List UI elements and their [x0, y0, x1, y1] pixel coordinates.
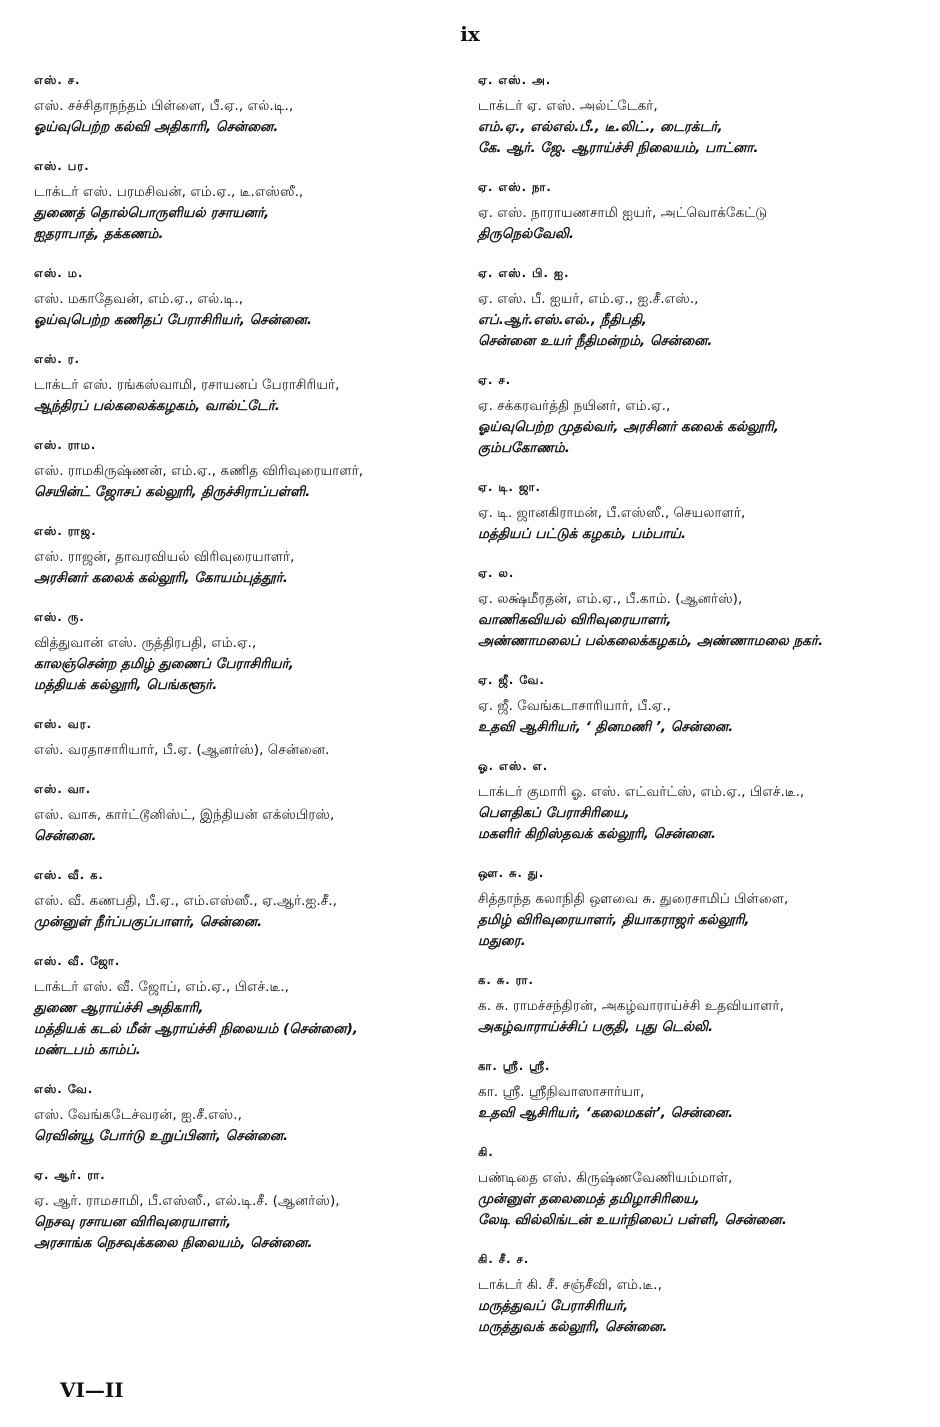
contributor-abbreviation: எஸ். வர. — [34, 717, 93, 731]
contributor-detail-line: மதுரை. — [478, 933, 526, 949]
contributor-detail-line: திருநெல்வேலி. — [478, 226, 574, 242]
contributor-entry — [34, 1081, 474, 1147]
contributor-detail-line: அண்ணாமலைப் பல்கலைக்கழகம், அண்ணாமலை நகர். — [478, 633, 824, 649]
contributor-detail-line: ஆந்திரப் பல்கலைக்கழகம், வால்ட்டேர். — [34, 398, 280, 414]
contributor-entry — [478, 972, 918, 1038]
contributor-abbreviation: ஓ. எஸ். எ. — [478, 759, 549, 773]
contributor-abbreviation: ஏ. ல. — [478, 566, 515, 580]
contributor-detail-line: உதவி ஆசிரியர், ‘ தினமணி ’, சென்னை. — [478, 719, 734, 735]
page-number: ix — [460, 22, 480, 46]
contributor-name-line: டாக்டர் கி. சீ. சஞ்சீவி, எம்.டீ., — [478, 1277, 662, 1293]
contributor-detail-line: துணை ஆராய்ச்சி அதிகாரி, — [34, 1000, 204, 1016]
contributor-detail-line: மத்தியக் கல்லூரி, பெங்களூர். — [34, 677, 218, 693]
contributor-abbreviation: எஸ். ர. — [34, 352, 81, 366]
contributor-detail-line: ஓய்வுபெற்ற கல்வி அதிகாரி, சென்னை. — [34, 119, 279, 135]
contributor-detail-line: மருத்துவக் கல்லூரி, சென்னை. — [478, 1319, 668, 1335]
contributor-detail-line: உதவி ஆசிரியர், ‘கலைமகள்’, சென்னை. — [478, 1105, 734, 1121]
contributor-detail-line: ஐதராபாத், தக்கணம். — [34, 226, 164, 242]
contributor-name-line: பண்டிதை எஸ். கிருஷ்ணவேணியம்மாள், — [478, 1170, 733, 1186]
contributor-entry — [34, 953, 474, 1061]
contributor-entry — [34, 437, 474, 503]
contributor-detail-line: கும்பகோணம். — [478, 440, 570, 456]
contributor-name-line: கா. ஸ்ரீ. ஸ்ரீநிவாஸாசார்யா, — [478, 1084, 645, 1100]
contributor-name-line: எஸ். வரதாசாரியார், பீ.ஏ. (ஆனர்ஸ்), சென்னை. — [34, 742, 330, 758]
contributor-entry — [34, 72, 474, 138]
contributor-abbreviation: கி. — [478, 1145, 494, 1159]
contributor-name-line: எஸ். வீ. கணபதி, பீ.ஏ., எம்.எஸ்ஸீ., ஏ.ஆர்.ஐ.சீ., — [34, 893, 337, 909]
contributor-entry — [34, 716, 474, 761]
contributor-name-line: ஏ. எஸ். நாராயணசாமி ஐயர், அட்வொக்கேட்டு — [478, 205, 768, 221]
contributor-abbreviation: ஏ. ஜீ. வே. — [478, 673, 545, 687]
contributor-abbreviation: எஸ். ச. — [34, 73, 81, 87]
contributor-detail-line: லேடி வில்லிங்டன் உயர்நிலைப் பள்ளி, சென்னை. — [478, 1212, 787, 1228]
contributor-detail-line: நெசவு ரசாயன விரிவுரையாளர், — [34, 1214, 232, 1230]
contributor-entry — [34, 1167, 474, 1254]
contributor-abbreviation: எஸ். ராம. — [34, 438, 97, 452]
contributor-name-line: எஸ். ராஜன், தாவரவியல் விரிவுரையாளர், — [34, 549, 295, 565]
contributor-name-line: டாக்டர் ஏ. எஸ். அல்ட்டேகர், — [478, 98, 658, 114]
contributor-abbreviation: கா. ஸ்ரீ. ஸ்ரீ. — [478, 1059, 551, 1073]
contributor-detail-line: பௌதிகப் பேராசிரியை, — [478, 805, 630, 821]
contributor-name-line: ஏ. எஸ். பீ. ஐயர், எம்.ஏ., ஐ.சீ.எஸ்., — [478, 291, 699, 307]
contributor-entry — [34, 351, 474, 417]
contributors-left-column — [34, 72, 474, 1274]
contributor-entry — [478, 565, 918, 652]
contributor-entry — [478, 179, 918, 245]
contributor-abbreviation: ஏ. எஸ். பி. ஐ. — [478, 266, 570, 280]
contributor-abbreviation: எஸ். பர. — [34, 159, 90, 173]
contributor-abbreviation: எஸ். வீ. க. — [34, 868, 104, 882]
contributor-detail-line: ஓய்வுபெற்ற கணிதப் பேராசிரியர், சென்னை. — [34, 312, 313, 328]
contributor-detail-line: மருத்துவப் பேராசிரியர், — [478, 1298, 629, 1314]
contributor-detail-line: மத்தியக் கடல் மீன் ஆராய்ச்சி நிலையம் (சென்னை), — [34, 1021, 358, 1037]
contributor-name-line: எஸ். சச்சிதாநந்தம் பிள்ளை, பீ.ஏ., எல்.டி., — [34, 98, 294, 114]
contributor-detail-line: எம்.ஏ., எல்எல்.பீ., டீ.லிட்., டைரக்டர், — [478, 119, 723, 135]
contributor-name-line: எஸ். ராமகிருஷ்ணன், எம்.ஏ., கணித விரிவுரையாளர், — [34, 463, 364, 479]
contributor-entry — [478, 479, 918, 545]
contributor-entry — [478, 865, 918, 952]
contributor-abbreviation: எஸ். வா. — [34, 782, 92, 796]
contributor-detail-line: அகழ்வாராய்ச்சிப் பகுதி, புது டெல்லி. — [478, 1019, 714, 1035]
contributor-name-line: எஸ். வேங்கடேச்வரன், ஐ.சீ.எஸ்., — [34, 1107, 242, 1123]
contributor-entry — [34, 158, 474, 245]
contributor-detail-line: தமிழ் விரிவுரையாளர், தியாகராஜர் கல்லூரி, — [478, 912, 750, 928]
contributor-detail-line: முன்னுள் நீர்ப்பகுப்பாளர், சென்னை. — [34, 914, 263, 930]
contributor-entry — [478, 72, 918, 159]
contributor-name-line: டாக்டர் எஸ். வீ. ஜோப், எம்.ஏ., பிஎச்.டீ., — [34, 979, 289, 995]
contributor-entry — [478, 372, 918, 459]
signature-mark: VI—II — [60, 1378, 124, 1402]
contributor-abbreviation: ஏ. டி. ஜா. — [478, 480, 541, 494]
contributor-detail-line: முன்னுள் தலைமைத் தமிழாசிரியை, — [478, 1191, 700, 1207]
contributor-entry — [34, 265, 474, 331]
contributor-entry — [34, 867, 474, 933]
contributor-detail-line: ஓய்வுபெற்ற முதல்வர், அரசினர் கலைக் கல்லூரி, — [478, 419, 779, 435]
contributor-abbreviation: எஸ். ம. — [34, 266, 84, 280]
contributor-entry — [34, 523, 474, 589]
contributor-detail-line: சென்னை உயர் நீதிமன்றம், சென்னை. — [478, 333, 713, 349]
contributor-name-line: எஸ். வாசு, கார்ட்டூனிஸ்ட், இந்தியன் எக்ஸ்பிரஸ், — [34, 807, 335, 823]
contributor-name-line: வித்துவான் எஸ். ருத்திரபதி, எம்.ஏ., — [34, 635, 257, 651]
contributor-entry — [478, 758, 918, 845]
contributor-abbreviation: ஏ. எஸ். நா. — [478, 180, 552, 194]
contributor-abbreviation: எஸ். ராஜ. — [34, 524, 97, 538]
contributor-name-line: எஸ். மகாதேவன், எம்.ஏ., எல்.டி., — [34, 291, 244, 307]
contributor-detail-line: மகளிர் கிறிஸ்தவக் கல்லூரி, சென்னை. — [478, 826, 717, 842]
contributor-name-line: ஏ. சக்கரவர்த்தி நயினர், எம்.ஏ., — [478, 398, 671, 414]
contributor-detail-line: சென்னை. — [34, 828, 97, 844]
contributor-abbreviation: எஸ். ரு. — [34, 610, 85, 624]
contributor-name-line: ஏ. டி. ஜானகிராமன், பீ.எஸ்ஸீ., செயலாளர், — [478, 505, 746, 521]
contributor-detail-line: செயின்ட் ஜோசப் கல்லூரி, திருச்சிராப்பள்ளி. — [34, 484, 311, 500]
contributor-entry — [478, 1144, 918, 1231]
contributor-detail-line: மண்டபம் காம்ப். — [34, 1042, 141, 1058]
contributor-name-line: டாக்டர் குமாரி ஓ. எஸ். எட்வர்ட்ஸ், எம்.ஏ., பிஎச்.டீ., — [478, 784, 805, 800]
contributor-detail-line: அரசினர் கலைக் கல்லூரி, கோயம்புத்தூர். — [34, 570, 288, 586]
contributor-detail-line: எப்.ஆர்.எஸ்.எல்., நீதிபதி, — [478, 312, 647, 328]
contributor-detail-line: கே. ஆர். ஜே. ஆராய்ச்சி நிலையம், பாட்னா. — [478, 140, 759, 156]
contributor-detail-line: வாணிகவியல் விரிவுரையாளர், — [478, 612, 672, 628]
contributor-abbreviation: எஸ். வே. — [34, 1082, 94, 1096]
contributor-name-line: ஏ. ஆர். ராமசாமி, பீ.எஸ்ஸீ., எல்.டி.சீ. (ஆனர்ஸ்), — [34, 1193, 340, 1209]
contributor-name-line: ஏ. லக்ஷ்மீரதன், எம்.ஏ., பீ.காம். (ஆனர்ஸ்), — [478, 591, 743, 607]
contributor-entry — [478, 1251, 918, 1338]
contributor-entry — [478, 1058, 918, 1124]
contributor-detail-line: ரெவின்யூ போர்டு உறுப்பினர், சென்னை. — [34, 1128, 289, 1144]
contributor-detail-line: துணைத் தொல்பொருளியல் ரசாயனர், — [34, 205, 270, 221]
contributors-right-column — [478, 72, 918, 1358]
contributor-detail-line: அரசாங்க நெசவுக்கலை நிலையம், சென்னை. — [34, 1235, 313, 1251]
contributor-abbreviation: ஏ. ச. — [478, 373, 512, 387]
contributor-entry — [478, 672, 918, 738]
contributor-entry — [34, 609, 474, 696]
contributor-entry — [478, 265, 918, 352]
contributor-name-line: ஏ. ஜீ. வேங்கடாசாரியார், பீ.ஏ., — [478, 698, 671, 714]
contributor-abbreviation: க. சு. ரா. — [478, 973, 534, 987]
contributor-abbreviation: ஏ. ஆர். ரா. — [34, 1168, 106, 1182]
contributor-entry — [34, 781, 474, 847]
contributor-name-line: டாக்டர் எஸ். பரமசிவன், எம்.ஏ., டீ.எஸ்ஸீ., — [34, 184, 304, 200]
contributor-abbreviation: ஏ. எஸ். அ. — [478, 73, 552, 87]
contributor-abbreviation: எஸ். வீ. ஜோ. — [34, 954, 121, 968]
contributor-abbreviation: கி. சீ. ச. — [478, 1252, 530, 1266]
contributor-name-line: க. சு. ராமச்சந்திரன், அகழ்வாராய்ச்சி உதவியாளர், — [478, 998, 784, 1014]
contributor-name-line: சித்தாந்த கலாநிதி ஔவை சு. துரைசாமிப் பிள்ளை, — [478, 891, 789, 907]
contributor-abbreviation: ஔ. சு. து. — [478, 866, 545, 880]
contributor-detail-line: காலஞ்சென்ற தமிழ் துணைப் பேராசிரியர், — [34, 656, 294, 672]
contributor-name-line: டாக்டர் எஸ். ரங்கஸ்வாமி, ரசாயனப் பேராசிரியர், — [34, 377, 340, 393]
contributor-detail-line: மத்தியப் பட்டுக் கழகம், பம்பாய். — [478, 526, 687, 542]
